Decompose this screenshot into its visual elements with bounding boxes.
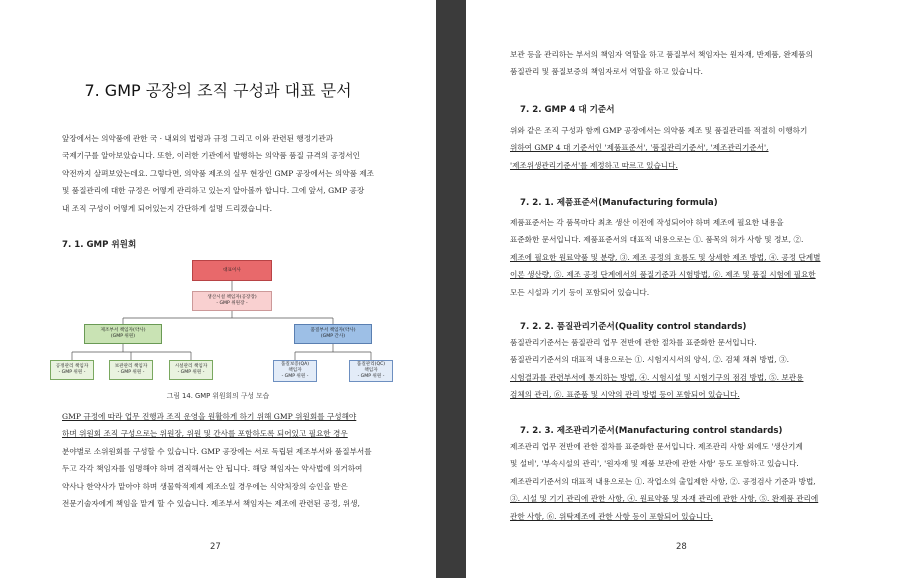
text-line: 제조관리기준서의 대표적 내용으로는 ①. 작업소의 출입제한 사항, ②. 공정검사 기준과 방법, — [510, 476, 816, 486]
text-line: 및 품질관리에 대한 규정은 어떻게 관리하고 있는지 알아볼까 합니다. 그에 앞서, GMP 공장 — [62, 186, 365, 196]
section-heading-7-2-1: 7. 2. 1. 제품표준서(Manufacturing formula) — [520, 198, 718, 208]
text-line: 및 설비', '부속시설의 관리', '원자재 및 제품 보관에 관한 사항' 등도 포함하고 있습니다. — [510, 459, 799, 469]
org-label: - GMP 위원 - — [357, 374, 385, 379]
text-line: 품질관리 및 품질보증의 책임자로서 역할을 하고 있습니다. — [510, 67, 703, 77]
page-number: 27 — [210, 542, 221, 552]
sec72-paragraph — [510, 122, 856, 174]
org-label: (GMP 간사) — [320, 334, 346, 339]
org-label: 시설관리 책임자 — [174, 364, 208, 369]
right-page — [466, 0, 900, 578]
org-label: 책임자 — [288, 368, 302, 373]
text-line: 제조에 필요한 원료약품 및 분량, ③. 제조 공정의 흐름도 및 상세한 제조 방법, ④. 공정 단계별 — [510, 252, 821, 262]
org-box-process-manager — [50, 360, 94, 380]
text-line: 하며 위원회 조직 구성으로는 위원장, 위원 및 간사를 포함하도록 되어있고 필요한 경우 — [62, 429, 348, 439]
text-line: 시험결과를 관련부서에 통지하는 방법, ④. 시험시설 및 시험기구의 점검 방법, ⑤. 보관용 — [510, 372, 804, 382]
org-label: 보관관리 책임자 — [114, 364, 148, 369]
org-box-qc-manager — [349, 360, 393, 382]
text-line: 검체의 관리, ⑥. 표준품 및 시약의 관리 방법 등이 포함되어 있습니다. — [510, 390, 740, 400]
page-number: 28 — [676, 542, 687, 552]
section-heading-7-2-2: 7. 2. 2. 품질관리기준서(Quality control standards) — [520, 322, 747, 332]
text-line: 보관 등을 관리하는 부서의 책임자 역할을 하고 품질부서 책임자는 원자재, 반제품, 완제품의 — [510, 50, 813, 59]
page-gutter — [436, 0, 466, 578]
text-line: 제품표준서는 각 품목마다 최초 생산 이전에 작성되어야 하며 제조에 필요한 내용을 — [510, 218, 784, 227]
org-label: 품질부서 책임자(약사) — [310, 328, 356, 333]
section-heading-7-1: 7. 1. GMP 위원회 — [62, 240, 137, 250]
text-line: GMP 규정에 따라 업무 진행과 조직 운영을 원활하게 하기 위해 GMP 위원회를 구성해야 — [62, 412, 357, 421]
org-box-qa-manager — [273, 360, 317, 382]
org-box-storage-manager — [109, 360, 153, 380]
sec723-paragraph — [510, 438, 856, 525]
org-label: - GMP 위원장 - — [216, 301, 248, 306]
org-label: 공정관리 책임자 — [55, 364, 89, 369]
org-label: - GMP 위원 - — [117, 370, 145, 375]
org-box-manufacturing-head — [84, 324, 162, 344]
body-paragraph — [62, 408, 396, 512]
org-label: (GMP 위원) — [110, 334, 136, 339]
text-line: 두고 각각 책임자를 임명해야 하며 겸직해서는 안 됩니다. 해당 책임자는 약사법에 의거하여 — [62, 464, 363, 474]
text-line: 분야별로 소위원회를 구성할 수 있습니다. GMP 공장에는 서로 독립된 제조부서와 품질부서를 — [62, 446, 372, 456]
text-line: 약사나 한약사가 맡아야 하며 생물학적제제 제조소일 경우에는 식약처장의 승인을 받은 — [62, 481, 348, 491]
left-page — [0, 0, 436, 578]
sec722-paragraph — [510, 334, 856, 404]
text-line: 앞장에서는 의약품에 관한 국 · 내외의 법령과 규정 그리고 이와 관련된 행정기관과 — [62, 134, 334, 143]
org-label: 품질관리(QC) — [356, 362, 386, 367]
text-line: 품질관리기준서의 대표적 내용으로는 ①. 시험지시서의 양식, ②. 검체 채취 방법, ③. — [510, 355, 790, 365]
org-box-facility-manager — [169, 360, 213, 380]
text-line: 표준화한 문서입니다. 제품표준서의 대표적 내용으로는 ①. 품목의 허가 사항 및 정보, ②. — [510, 235, 804, 245]
text-line: ③. 시설 및 기기 관리에 관한 사항, ④. 원료약품 및 자재 관리에 관한 사항, ⑤. 완제품 관리에 — [510, 494, 819, 504]
text-line: 약전까지 살펴보았는데요. 그렇다면, 의약품 제조의 실무 현장인 GMP 공장에서는 의약품 제조 — [62, 168, 374, 178]
org-box-quality-head — [294, 324, 372, 344]
text-line: 내 조직 구성이 어떻게 되어있는지 간단하게 설명 드리겠습니다. — [62, 203, 273, 213]
org-label: - GMP 위원 - — [58, 370, 86, 375]
org-box-committee-chair — [192, 291, 272, 311]
sec721-paragraph — [510, 214, 856, 301]
org-label: 책임자 — [364, 368, 378, 373]
text-line: 제조관리 업무 전반에 관한 절차를 표준화한 문서입니다. 제조관리 사항 외에도 '생산기계 — [510, 442, 803, 451]
text-line: 모든 시설과 기기 등이 포함되어 있습니다. — [510, 287, 650, 297]
chapter-title: 7. GMP 공장의 조직 구성과 대표 문서 — [84, 81, 352, 100]
org-label: 제조부서 책임자(약사) — [100, 328, 146, 333]
text-line: 품질관리기준서는 품질관리 업무 전반에 관한 절차를 표준화한 문서입니다. — [510, 338, 757, 347]
continued-paragraph — [510, 46, 856, 81]
org-box-ceo — [192, 260, 272, 281]
org-label: - GMP 위원 - — [177, 370, 205, 375]
text-line: 위하여 GMP 4 대 기준서인 '제품표준서', '품질관리기준서', '제조관리기준서', — [510, 143, 769, 153]
text-line: 이론 생산량, ⑤. 제조 공정 단계에서의 품질기준과 시험방법, ⑥. 제조 및 품질 시험에 필요한 — [510, 270, 816, 280]
text-line: 위와 같은 조직 구성과 함께 GMP 공장에서는 의약품 제조 및 품질관리를 적절히 이행하기 — [510, 126, 808, 135]
section-heading-7-2-3: 7. 2. 3. 제조관리기준서(Manufacturing control standards) — [520, 426, 783, 436]
org-label: 생산시설 책임자(공장장) — [207, 295, 257, 300]
text-line: '제조위생관리기준서'를 제정하고 따르고 있습니다. — [510, 160, 678, 170]
text-line: 국제기구를 알아보았습니다. 또한, 이러한 기관에서 발행하는 의약품 품질 규격의 공정서인 — [62, 151, 360, 161]
org-label: 대표이사 — [223, 267, 241, 273]
org-label: - GMP 위원 - — [281, 374, 309, 379]
org-label: 품질보증(QA) — [280, 362, 310, 367]
text-line: 전문기술자에게 책임을 맡게 할 수 있습니다. 제조부서 책임자는 제조에 관련된 공정, 위생, — [62, 499, 360, 509]
figure-caption: 그림 14. GMP 위원회의 구성 모습 — [166, 392, 270, 400]
section-heading-7-2: 7. 2. GMP 4 대 기준서 — [520, 105, 615, 115]
text-line: 관한 사항, ⑥. 위탁제조에 관한 사항 등이 포함되어 있습니다. — [510, 511, 713, 521]
